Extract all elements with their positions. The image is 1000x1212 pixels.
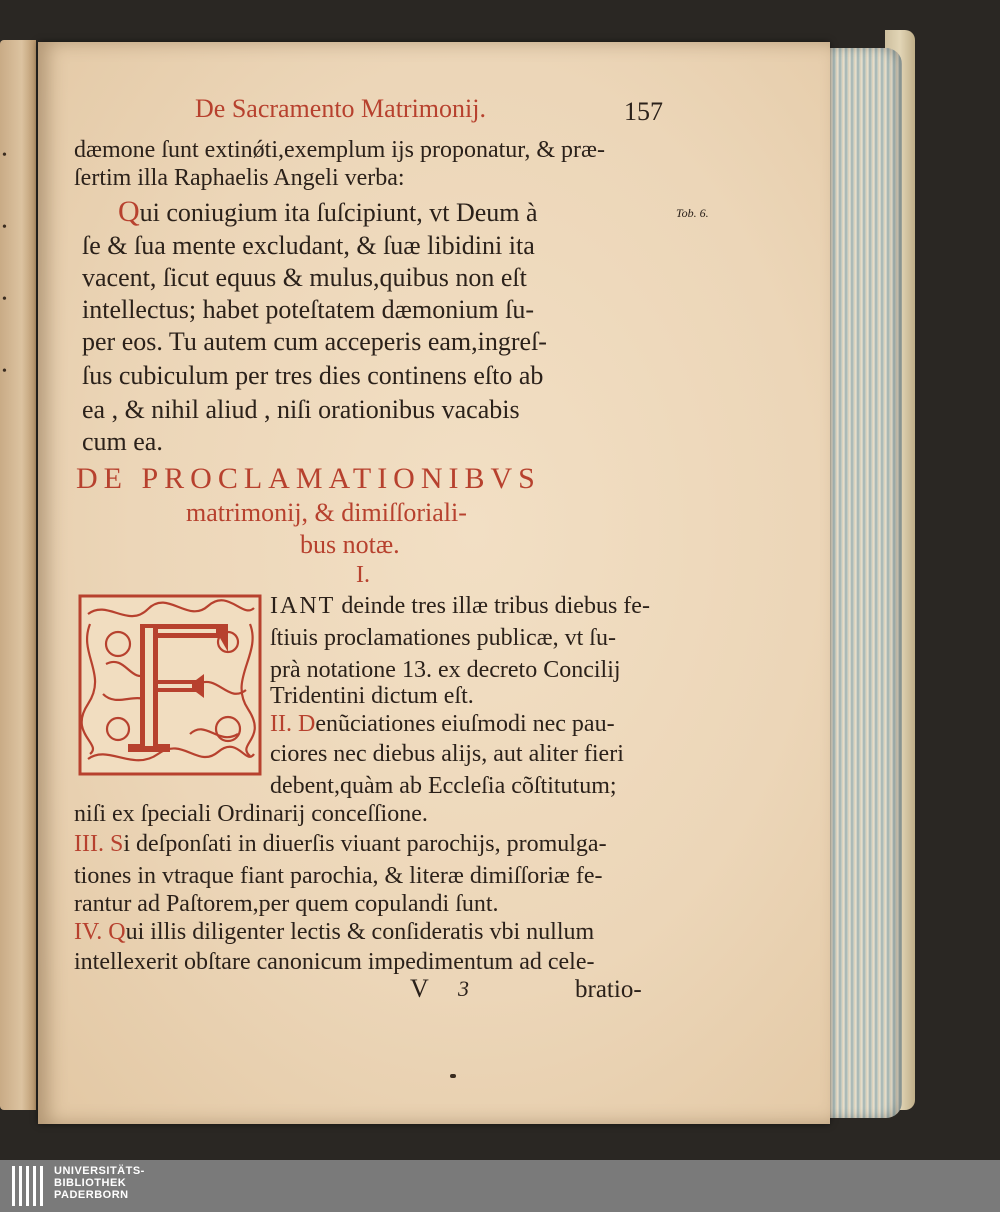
page-spot <box>450 1074 456 1078</box>
decorated-initial-f <box>78 594 262 776</box>
library-logo-icon <box>12 1166 46 1206</box>
left-page-edge <box>0 40 36 1110</box>
section-one-line: prà notatione 13. ex decreto Concilij <box>270 657 621 683</box>
section-three-first-line-text: i deſponſati in diuerſis viuant parochijs, promulga- <box>123 831 607 857</box>
marginal-note: Tob. 6. <box>676 206 709 220</box>
quote-first-line <box>118 196 538 229</box>
section-three-line: rantur ad Paſtorem,per quem copulandi ſunt. <box>74 891 499 917</box>
decorated-initial-art <box>78 594 262 776</box>
section-three-numeral: III. <box>74 831 104 857</box>
section-two-first-line-text: enũciationes eiuſmodi nec pau- <box>315 711 615 737</box>
section-one-small-caps: IANT <box>270 593 336 619</box>
section-one-line: Tridentini dictum eſt. <box>270 683 474 709</box>
quote-first-line-text: ui coniugium ita ſuſcipiunt, vt Deum à <box>139 198 538 227</box>
section-two-initial: D <box>297 711 316 737</box>
section-two-line: ciores nec diebus alijs, aut aliter fieri <box>270 741 624 767</box>
section-numeral: I. <box>356 562 370 588</box>
quote-line: ſus cubiculum per tres dies continens eſto ab <box>82 361 544 390</box>
page-number: 157 <box>624 97 663 126</box>
footer-bar <box>0 1160 1000 1212</box>
section-four-numeral: IV. <box>74 919 103 945</box>
section-subheading: matrimonij, & dimiſſoriali- <box>186 498 467 527</box>
signature-number: 3 <box>458 976 469 1001</box>
running-head: De Sacramento Matrimonij. <box>195 94 486 123</box>
library-name: UNIVERSITÄTS- BIBLIOTHEK PADERBORN <box>54 1165 145 1201</box>
left-page-bleed: • • • • <box>2 148 7 379</box>
section-two-numeral: II. <box>270 711 292 737</box>
section-three-initial: S <box>109 831 124 857</box>
quote-line: cum ea. <box>82 427 163 456</box>
signature-mark: V <box>410 974 429 1003</box>
section-three-first-line <box>74 828 607 860</box>
intro-line-2: ſertim illa Raphaelis Angeli verba: <box>74 165 405 191</box>
quote-line: intellectus; habet poteſtatem dæmonium ſu- <box>82 295 535 324</box>
intro-line-1: dæmone ſunt extinǿti,exemplum ijs proponatur, & præ- <box>74 137 605 163</box>
quote-line: ſe & ſua mente excludant, & ſuæ libidini ita <box>82 231 535 260</box>
section-four-initial: Q <box>108 919 126 945</box>
section-one-line-1-text: deinde tres illæ tribus diebus fe- <box>341 593 650 619</box>
catchword: bratio- <box>575 976 642 1003</box>
quote-line: per eos. Tu autem cum acceperis eam,ingreſ- <box>82 327 547 356</box>
section-four-first-line <box>74 916 594 948</box>
section-two-line: debent,quàm ab Eccleſia cõſtitutum; <box>270 773 617 799</box>
section-one-line-1 <box>270 590 650 622</box>
section-one-line: ſtiuis proclamationes publicæ, vt ſu- <box>270 625 616 651</box>
quote-initial: Q <box>118 195 140 228</box>
quote-line: vacent, ſicut equus & mulus,quibus non eſt <box>82 263 527 292</box>
section-four-first-line-text: ui illis diligenter lectis & conſideratis vbi nullum <box>125 919 595 945</box>
section-four-line: intellexerit obſtare canonicum impedimentum ad cele- <box>74 949 595 975</box>
section-two-line: niſi ex ſpeciali Ordinarij conceſſione. <box>74 801 428 827</box>
quote-line: ea , & nihil aliud , niſi orationibus vacabis <box>82 395 520 424</box>
section-two-first-line <box>270 708 615 740</box>
section-three-line: tiones in vtraque fiant parochia, & literæ dimiſſoriæ fe- <box>74 863 603 889</box>
section-subheading-end: bus notæ. <box>300 530 400 559</box>
section-heading: DE PROCLAMATIONIBVS <box>76 462 541 495</box>
